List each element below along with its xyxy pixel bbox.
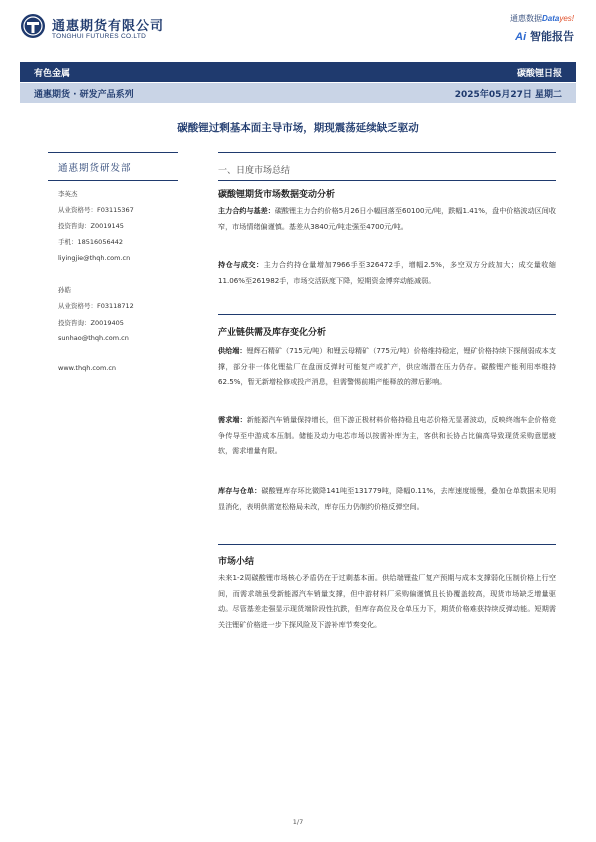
paragraph-key: 持仓与成交： [218, 260, 264, 269]
paragraph-inventory [218, 483, 556, 514]
analyst-phone: 手机：18516056442 [58, 238, 123, 246]
brand-data: Data [541, 14, 560, 23]
series-bar [20, 83, 576, 103]
report-type-label: 碳酸锂日报 [516, 69, 562, 79]
section-heading-daily-summary: 一、日度市场总结 [218, 166, 291, 176]
paragraph-market-summary [218, 570, 556, 632]
analyst-qualification: 从业资格号：F03118712 [58, 302, 134, 310]
section-heading-market-summary: 市场小结 [218, 557, 255, 567]
ai-logo-icon: Ai [515, 31, 527, 43]
section-rule [218, 314, 556, 315]
section-rule [218, 152, 556, 153]
analyst-consult-id: 投资咨询：Z0019145 [58, 222, 124, 230]
paragraph-key: 供给端： [218, 346, 247, 355]
paragraph-supply [218, 343, 556, 390]
analyst-name: 孙皓 [58, 286, 71, 294]
report-title: 碳酸锂过剩基本面主导市场，期现震荡延续缺乏驱动 [177, 122, 419, 134]
brand-tagline [510, 13, 574, 24]
section-rule [218, 180, 556, 181]
section-rule [218, 544, 556, 545]
sidebar-title-rule [48, 180, 178, 181]
paragraph-text: 碳酸锂库存环比微降141吨至131779吨，降幅0.11%，去库速度缓慢，叠加仓单数据未见明显消化，表明供需宽松格局未改，库存压力仍制约价格反弹空间。 [218, 486, 557, 511]
analyst-email[interactable]: liyingjie@thqh.com.cn [58, 254, 131, 262]
paragraph-key: 主力合约与基差： [218, 206, 275, 215]
paragraph-key: 库存与仓单： [218, 486, 262, 495]
section-heading-supply-demand: 产业链供需及库存变化分析 [218, 328, 327, 338]
sidebar-top-rule [48, 152, 178, 153]
paragraph-text: 锂辉石精矿（715元/吨）和锂云母精矿（775元/吨）价格维持稳定，锂矿价格持续下探削弱成本支撑，部分非一体化锂盐厂在盘面反弹时可能复产或扩产，供应端潜在压力仍存。碳酸锂产能利用率维持62.5%，暂无新增检修或投产消息，但需警惕前期产能释放的滞后影响。 [218, 346, 557, 386]
paragraph-text: 未来1-2周碳酸锂市场核心矛盾仍在于过剩基本面。供给端锂盐厂复产预期与成本支撑弱化压制价格上行空间，而需求端虽受新能源汽车销量支撑，但中游材料厂采购偏谨慎且长协覆盖较高，现货市场缺乏增量驱动。尽管基差走强显示现货端阶段性抗跌，但库存高位及仓单压力下，期货价格难获持续反弹动能。短期需关注锂矿价格进一步下探风险及下游补库节奏变化。 [218, 573, 556, 629]
report-date: 2025年05月27日 星期二 [454, 90, 562, 100]
brand-report [515, 28, 574, 44]
paragraph-position-volume [218, 257, 556, 288]
paragraph-contract-basis [218, 203, 556, 234]
brand-report-label: 智能报告 [530, 30, 574, 43]
company-logo-icon [20, 13, 46, 39]
company-name-en: TONGHUI FUTURES CO.LTD [52, 33, 147, 40]
paragraph-demand [218, 412, 556, 459]
brand-yes: yes! [559, 14, 574, 23]
sidebar-title: 通惠期货研发部 [58, 163, 132, 174]
analyst-qualification: 从业资格号：F03115367 [58, 206, 134, 214]
page-number: 1/7 [292, 818, 304, 826]
category-bar [20, 62, 576, 82]
company-name-cn: 通惠期货有限公司 [52, 19, 165, 34]
paragraph-text: 主力合约持仓量增加7966手至326472手，增幅2.5%，多空双方分歧加大；成交量收缩11.06%至261982手，市场交活跃度下降，短期资金博弈动能减弱。 [218, 260, 557, 285]
report-header [0, 0, 596, 60]
paragraph-text: 新能源汽车销量保持增长，但下游正极材料价格持稳且电芯价格无显著波动，反映终端车企价格竞争传导至中游成本压制。储能及动力电芯市场以按需补库为主，客供和长协占比偏高导致现货采购意愿疲软，需求增量有限。 [218, 415, 557, 455]
category-label: 有色金属 [34, 69, 71, 79]
paragraph-key: 需求端： [218, 415, 247, 424]
paragraph-text: 碳酸锂主力合约价格5月26日小幅回落至60100元/吨，跌幅1.41%，盘中价格波动区间收窄，市场情绪偏谨慎。基差从3840元/吨走强至4700元/吨。 [218, 206, 557, 231]
analyst-consult-id: 投资咨询：Z0019405 [58, 319, 124, 327]
analyst-email[interactable]: sunhao@thqh.com.cn [58, 334, 129, 342]
brand-prefix: 通惠数据 [509, 14, 542, 23]
website-link[interactable]: www.thqh.com.cn [58, 364, 117, 372]
series-label: 通惠期货 · 研发产品系列 [34, 90, 134, 100]
analyst-name: 李英杰 [58, 190, 78, 198]
subsection-heading-futures-data: 碳酸锂期货市场数据变动分析 [218, 190, 336, 200]
